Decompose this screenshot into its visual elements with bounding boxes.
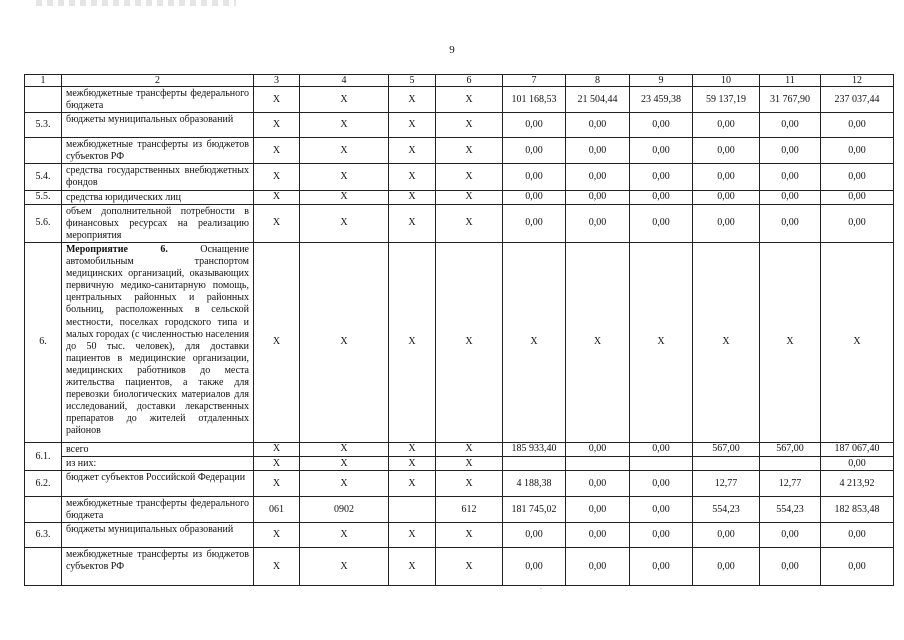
- financing-table: [24, 74, 894, 586]
- cell: 0,00: [630, 138, 693, 164]
- header-cell: 9: [630, 75, 693, 87]
- cell: 59 137,19: [693, 87, 760, 113]
- row-code: 5.5.: [25, 190, 62, 204]
- cell: 23 459,38: [630, 87, 693, 113]
- cell: 0,00: [630, 523, 693, 548]
- cell: X: [389, 548, 436, 586]
- cell: X: [300, 190, 389, 204]
- cell: 0,00: [503, 113, 566, 138]
- cell: 0,00: [630, 442, 693, 456]
- cell: X: [436, 457, 503, 471]
- row-code: 6.: [25, 242, 62, 442]
- cell: [503, 457, 566, 471]
- row-code: [25, 497, 62, 523]
- cell: X: [389, 113, 436, 138]
- cell: 0,00: [693, 138, 760, 164]
- page-number: 9: [449, 44, 455, 56]
- cell: X: [760, 242, 821, 442]
- cell: X: [254, 164, 300, 190]
- cell: X: [389, 242, 436, 442]
- cell: X: [389, 190, 436, 204]
- row-description: бюджеты муниципальных образований: [62, 523, 254, 548]
- cell: X: [436, 190, 503, 204]
- cell: 567,00: [760, 442, 821, 456]
- cell: 0,00: [821, 138, 894, 164]
- row-code: [25, 87, 62, 113]
- cell: 0,00: [760, 204, 821, 242]
- cell: X: [389, 523, 436, 548]
- cell: X: [300, 138, 389, 164]
- cell: 181 745,02: [503, 497, 566, 523]
- table-row: [25, 523, 894, 548]
- cell: 0,00: [693, 190, 760, 204]
- cell: 0,00: [821, 204, 894, 242]
- cell: X: [503, 242, 566, 442]
- cell: X: [300, 113, 389, 138]
- header-cell: 11: [760, 75, 821, 87]
- cell: [630, 457, 693, 471]
- cell: X: [436, 138, 503, 164]
- row-description: межбюджетные трансферты федерального бюджета: [62, 87, 254, 113]
- cell: X: [254, 471, 300, 497]
- cell: 0,00: [503, 548, 566, 586]
- cell: 0,00: [566, 471, 630, 497]
- table-row: [25, 87, 894, 113]
- cell: [389, 497, 436, 523]
- table-row: [25, 548, 894, 586]
- row-code: [25, 548, 62, 586]
- row-description: межбюджетные трансферты из бюджетов субъектов РФ: [62, 548, 254, 586]
- cell: X: [436, 204, 503, 242]
- cell: X: [436, 523, 503, 548]
- cell: 0,00: [760, 548, 821, 586]
- cell: X: [389, 442, 436, 456]
- cell: [566, 457, 630, 471]
- header-cell: 8: [566, 75, 630, 87]
- cell: 0,00: [630, 164, 693, 190]
- cell: X: [436, 242, 503, 442]
- cell: 185 933,40: [503, 442, 566, 456]
- table-row: [25, 138, 894, 164]
- cell: X: [300, 87, 389, 113]
- cell: 21 504,44: [566, 87, 630, 113]
- cell: 0,00: [630, 548, 693, 586]
- cell: 0,00: [566, 548, 630, 586]
- measure-text: Оснащение автомобильным транспортом медицинских организаций, оказывающих первичную медико-санитарную помощь, центральных районных и районных больниц, расположенных в сельской местности, поселках городского типа и малых городах (с численностью населения до 50 тыс. человек), для доставки пациентов в медицинские организации, медицинских работников до места жительства пациентов, а также для перевозки биологических материалов для исследований, доставки лекарственных препаратов до жителей отдаленных районов: [66, 243, 249, 437]
- cell: 0,00: [821, 457, 894, 471]
- cell: 12,77: [760, 471, 821, 497]
- cell: X: [436, 164, 503, 190]
- cell: 0,00: [630, 471, 693, 497]
- cell: 0,00: [503, 190, 566, 204]
- row-code: 6.1.: [25, 442, 62, 470]
- table-row: [25, 190, 894, 204]
- cell: X: [630, 242, 693, 442]
- cell: X: [300, 242, 389, 442]
- cell: 0,00: [693, 548, 760, 586]
- cell: 0,00: [693, 113, 760, 138]
- row-description: из них:: [62, 457, 254, 471]
- measure-description: [62, 242, 254, 442]
- cell: X: [300, 471, 389, 497]
- cell: 0,00: [630, 190, 693, 204]
- cell: 0,00: [630, 113, 693, 138]
- table-row: [25, 204, 894, 242]
- cell: X: [389, 457, 436, 471]
- header-cell: 4: [300, 75, 389, 87]
- cell: 0,00: [821, 523, 894, 548]
- row-code: 5.3.: [25, 113, 62, 138]
- cell: X: [254, 457, 300, 471]
- cell: X: [254, 442, 300, 456]
- header-row: [25, 75, 894, 87]
- header-cell: 12: [821, 75, 894, 87]
- row-code: 6.3.: [25, 523, 62, 548]
- cell: X: [389, 204, 436, 242]
- scan-dot: .: [540, 582, 542, 591]
- header-cell: 3: [254, 75, 300, 87]
- cell: 0,00: [630, 497, 693, 523]
- row-code: 5.4.: [25, 164, 62, 190]
- cell: X: [254, 523, 300, 548]
- row-description: объем дополнительной потребности в финансовых ресурсах на реализацию мероприятия: [62, 204, 254, 242]
- table-row: [25, 164, 894, 190]
- cell: 237 037,44: [821, 87, 894, 113]
- cell: [693, 457, 760, 471]
- row-description: всего: [62, 442, 254, 456]
- table-row: [25, 471, 894, 497]
- row-description: средства государственных внебюджетных фондов: [62, 164, 254, 190]
- cell: X: [436, 471, 503, 497]
- row-description: бюджет субъектов Российской Федерации: [62, 471, 254, 497]
- cell: 0,00: [760, 523, 821, 548]
- cell: X: [436, 87, 503, 113]
- cell: 0,00: [693, 523, 760, 548]
- cell: X: [693, 242, 760, 442]
- cell: X: [254, 87, 300, 113]
- cell: 0,00: [503, 164, 566, 190]
- cell: X: [436, 442, 503, 456]
- cell: 0,00: [566, 204, 630, 242]
- cell: X: [300, 442, 389, 456]
- cell: 31 767,90: [760, 87, 821, 113]
- cell: X: [300, 457, 389, 471]
- cell: X: [254, 138, 300, 164]
- header-cell: 1: [25, 75, 62, 87]
- cell: 0,00: [566, 113, 630, 138]
- header-cell: 2: [62, 75, 254, 87]
- header-cell: 6: [436, 75, 503, 87]
- scan-artifact: [36, 0, 236, 6]
- row-code: [25, 138, 62, 164]
- cell: 0,00: [566, 164, 630, 190]
- cell: 4 188,38: [503, 471, 566, 497]
- cell: 0,00: [503, 523, 566, 548]
- cell: X: [300, 204, 389, 242]
- cell: 554,23: [693, 497, 760, 523]
- cell: X: [389, 87, 436, 113]
- cell: X: [300, 164, 389, 190]
- cell: 061: [254, 497, 300, 523]
- cell: X: [389, 138, 436, 164]
- cell: 0,00: [566, 442, 630, 456]
- cell: 0,00: [503, 204, 566, 242]
- cell: 0,00: [821, 113, 894, 138]
- row-description: межбюджетные трансферты федерального бюджета: [62, 497, 254, 523]
- cell: 0,00: [821, 548, 894, 586]
- row-description: межбюджетные трансферты из бюджетов субъектов РФ: [62, 138, 254, 164]
- header-cell: 10: [693, 75, 760, 87]
- cell: 0,00: [760, 113, 821, 138]
- cell: X: [389, 164, 436, 190]
- cell: 0,00: [760, 138, 821, 164]
- cell: 12,77: [693, 471, 760, 497]
- cell: 567,00: [693, 442, 760, 456]
- row-description: бюджеты муниципальных образований: [62, 113, 254, 138]
- cell: 0902: [300, 497, 389, 523]
- table-row: [25, 113, 894, 138]
- cell: X: [254, 242, 300, 442]
- cell: X: [254, 190, 300, 204]
- cell: 0,00: [693, 164, 760, 190]
- cell: 0,00: [760, 190, 821, 204]
- cell: X: [566, 242, 630, 442]
- cell: 0,00: [821, 190, 894, 204]
- cell: 0,00: [821, 164, 894, 190]
- table-row: [25, 457, 894, 471]
- cell: [760, 457, 821, 471]
- cell: 0,00: [760, 164, 821, 190]
- cell: 182 853,48: [821, 497, 894, 523]
- table-row: [25, 497, 894, 523]
- cell: 101 168,53: [503, 87, 566, 113]
- cell: X: [389, 471, 436, 497]
- cell: 0,00: [503, 138, 566, 164]
- cell: X: [300, 548, 389, 586]
- cell: 187 067,40: [821, 442, 894, 456]
- cell: X: [300, 523, 389, 548]
- table-row: [25, 442, 894, 456]
- cell: 0,00: [566, 138, 630, 164]
- measure-row: [25, 242, 894, 442]
- cell: X: [254, 204, 300, 242]
- cell: 554,23: [760, 497, 821, 523]
- cell: 0,00: [693, 204, 760, 242]
- cell: X: [436, 548, 503, 586]
- cell: 0,00: [566, 190, 630, 204]
- cell: 4 213,92: [821, 471, 894, 497]
- cell: X: [254, 548, 300, 586]
- row-code: 6.2.: [25, 471, 62, 497]
- cell: 0,00: [630, 204, 693, 242]
- cell: X: [821, 242, 894, 442]
- cell: 0,00: [566, 523, 630, 548]
- row-description: средства юридических лиц: [62, 190, 254, 204]
- cell: X: [254, 113, 300, 138]
- measure-title: Мероприятие 6.: [66, 243, 168, 255]
- cell: 0,00: [566, 497, 630, 523]
- row-code: 5.6.: [25, 204, 62, 242]
- cell: 612: [436, 497, 503, 523]
- header-cell: 7: [503, 75, 566, 87]
- header-cell: 5: [389, 75, 436, 87]
- cell: X: [436, 113, 503, 138]
